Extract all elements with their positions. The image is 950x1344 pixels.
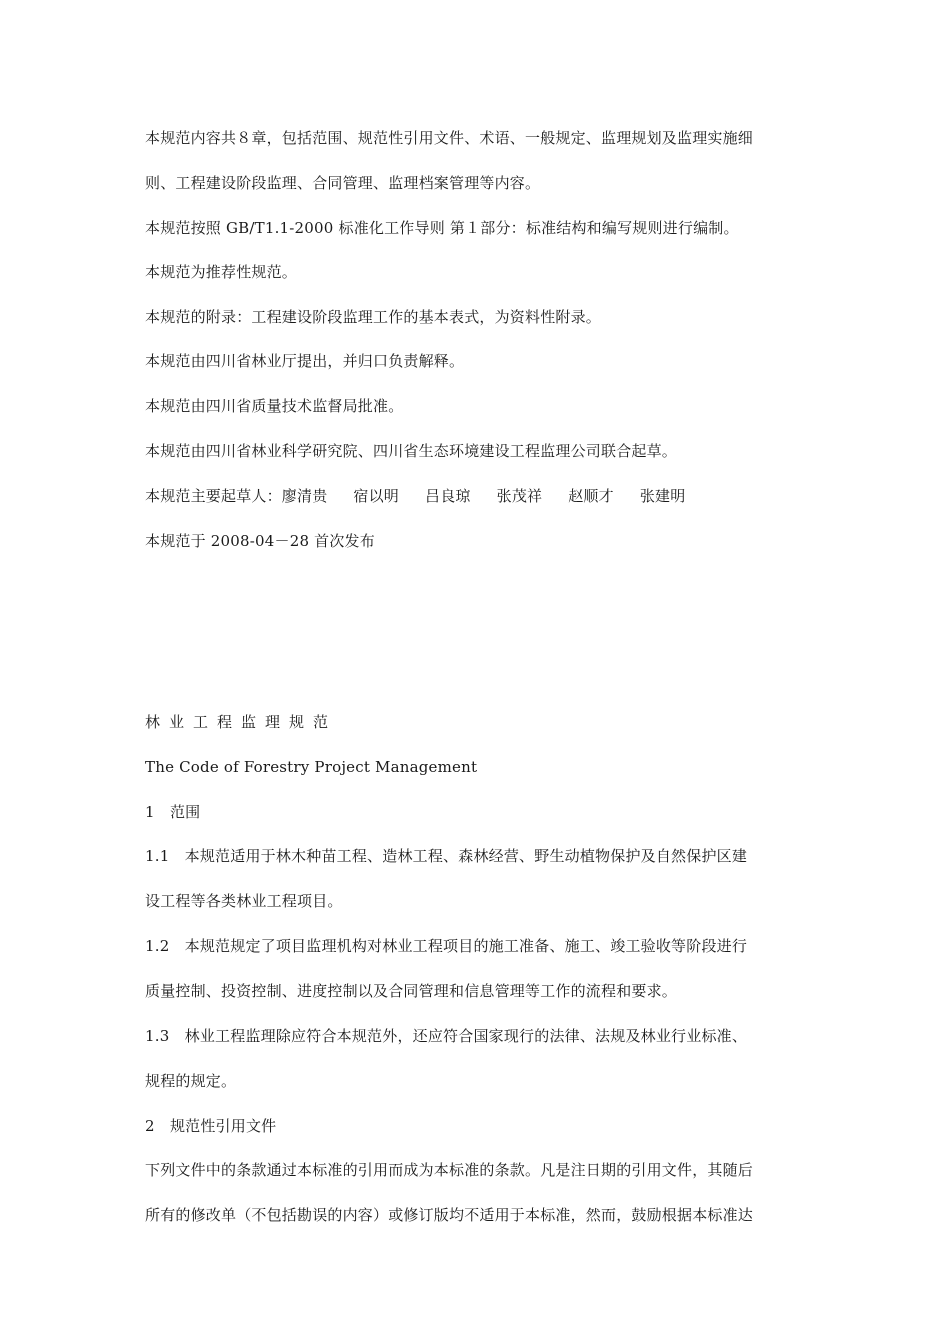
- clause-1-1-line-2: 设工程等各类林业工程项目。: [145, 892, 343, 910]
- preface-line-3: 本规范按照 GB/T1.1-2000 标准化工作导则 第１部分：标准结构和编写规则进行编制。: [145, 219, 739, 237]
- drafter-name: 宿以明: [353, 487, 400, 505]
- title-english: The Code of Forestry Project Management: [145, 758, 478, 776]
- clause-1-2-line-2: 质量控制、投资控制、进度控制以及合同管理和信息管理等工作的流程和要求。: [145, 982, 678, 1000]
- preface-line-7: 本规范由四川省质量技术监督局批准。: [145, 397, 404, 415]
- drafters-line: [145, 486, 711, 506]
- drafters-prefix: 本规范主要起草人：廖清贵: [145, 487, 328, 505]
- preface-line-5: 本规范的附录：工程建设阶段监理工作的基本表式，为资料性附录。: [145, 308, 602, 326]
- title-chinese: 林业工程监理规范: [145, 713, 338, 731]
- clause-1-3-line-2: 规程的规定。: [145, 1072, 237, 1090]
- clause-1-2-line-1: 1.2 本规范规定了项目监理机构对林业工程项目的施工准备、施工、竣工验收等阶段进行: [145, 937, 748, 955]
- preface-line-6: 本规范由四川省林业厅提出，并归口负责解释。: [145, 352, 465, 370]
- section-2-heading: 2 规范性引用文件: [145, 1117, 277, 1135]
- preface-line-2: 则、工程建设阶段监理、合同管理、监理档案管理等内容。: [145, 174, 541, 192]
- section-1-heading: 1 范围: [145, 803, 201, 821]
- drafter-name: 张茂祥: [496, 487, 543, 505]
- drafter-name: 张建明: [639, 487, 686, 505]
- preface-line-1: 本规范内容共８章，包括范围、规范性引用文件、术语、一般规定、监理规划及监理实施细: [145, 129, 754, 147]
- clause-1-1-line-1: 1.1 本规范适用于林木种苗工程、造林工程、森林经营、野生动植物保护及自然保护区建: [145, 847, 748, 865]
- clause-1-3-line-1: 1.3 林业工程监理除应符合本规范外，还应符合国家现行的法律、法规及林业行业标准、: [145, 1027, 748, 1045]
- preface-line-4: 本规范为推荐性规范。: [145, 263, 298, 281]
- release-date-line: 本规范于 2008-04－28 首次发布: [145, 532, 375, 550]
- drafter-name: 吕良琼: [425, 487, 471, 505]
- section-2-line-1: 下列文件中的条款通过本标准的引用而成为本标准的条款。凡是注日期的引用文件，其随后: [145, 1161, 754, 1179]
- preface-line-8: 本规范由四川省林业科学研究院、四川省生态环境建设工程监理公司联合起草。: [145, 442, 678, 460]
- section-2-line-2: 所有的修改单（不包括勘误的内容）或修订版均不适用于本标准，然而，鼓励根据本标准达: [145, 1206, 754, 1224]
- drafter-name: 赵顺才: [568, 487, 614, 505]
